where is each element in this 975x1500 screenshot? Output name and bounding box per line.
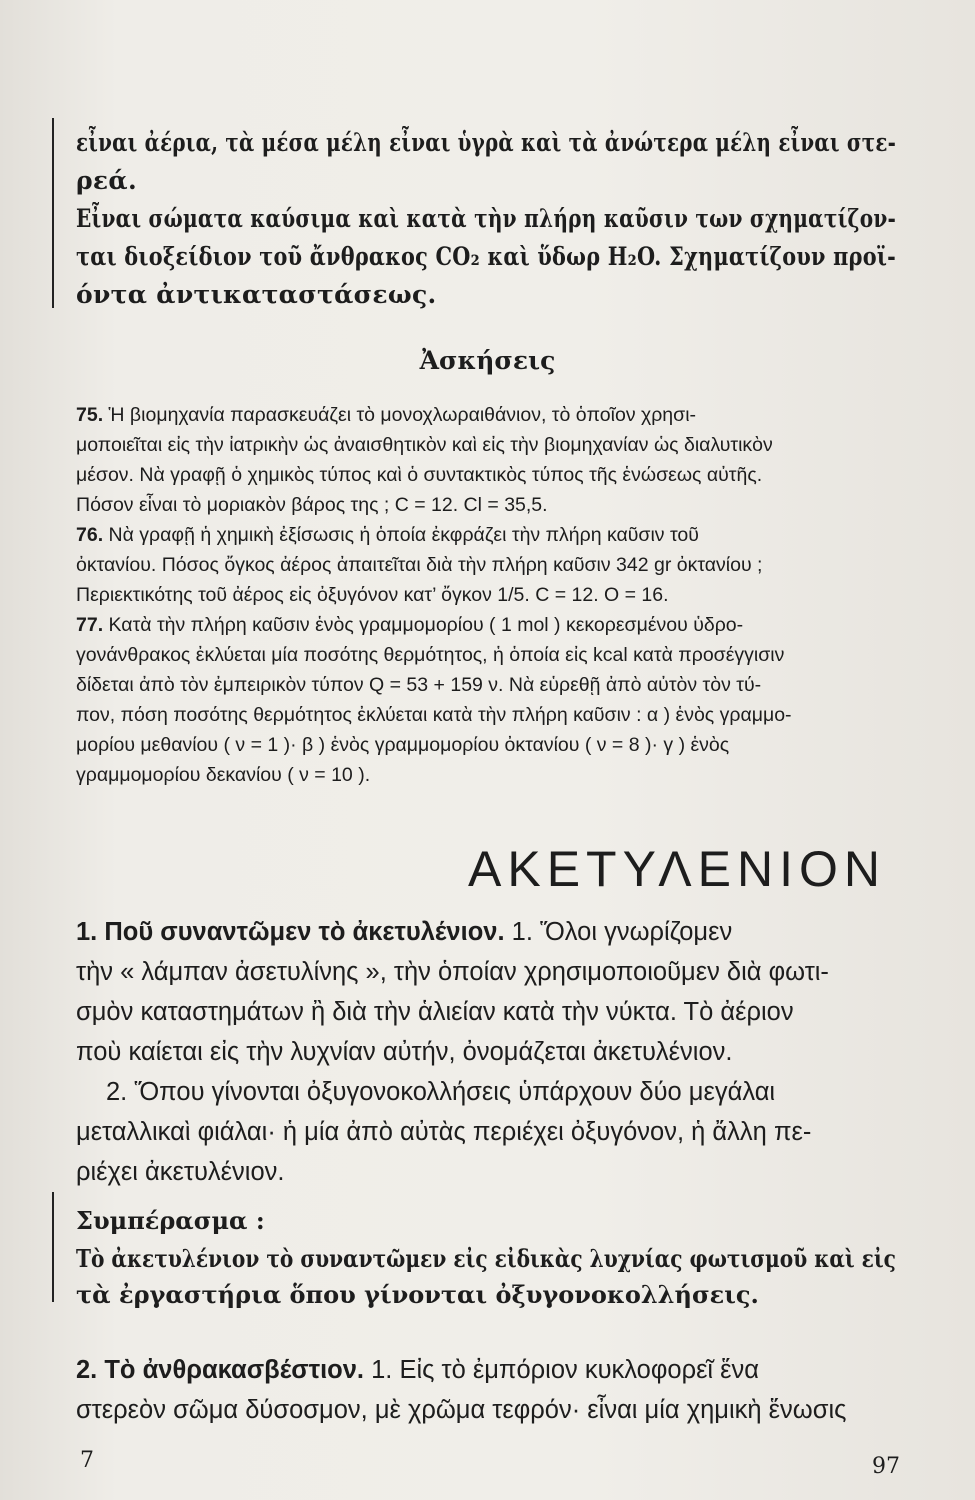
- section-1-line-7: ριέχει ἀκετυλένιον.: [76, 1158, 285, 1186]
- section-1-line-3: σμὸν καταστημάτων ἢ διὰ τὴν ἁλιείαν κατὰ τὴν νύκτα. Τὸ ἀέριον: [76, 998, 794, 1026]
- section-1-line-2: τὴν « λάμπαν ἀσετυλίνης », τὴν ὁποίαν χρησιμοποιοῦμεν διὰ φωτι-: [76, 958, 829, 986]
- exercise-77-line-1: Κατὰ τὴν πλήρη καῦσιν ἑνὸς γραμμομορίου ( 1 mol ) κεκορεσμένου ὑδρο-: [108, 614, 744, 636]
- exercise-77-line-6: γραμμομορίου δεκανίου ( ν = 10 ).: [76, 764, 371, 786]
- section-2-line-1-text: 1. Εἰς τὸ ἐμπόριον κυκλοφορεῖ ἕνα: [371, 1356, 760, 1384]
- intro-line-3: Εἶναι σώματα καύσιμα καὶ κατὰ τὴν πλήρη καῦσιν των σχηματίζον-: [76, 204, 897, 233]
- intro-line-1: εἶναι ἀέρια, τὰ μέσα μέλη εἶναι ὑγρὰ καὶ τὰ ἀνώτερα μέλη εἶναι στε-: [76, 128, 897, 157]
- signature-mark: 7: [80, 1448, 94, 1473]
- exercise-75-line-4: Πόσον εἶναι τὸ μοριακὸν βάρος της ; C = 12. Cl = 35,5.: [76, 494, 548, 516]
- exercise-77-line-4: πον, πόση ποσότης θερμότητος ἐκλύεται κατὰ τὴν πλήρη καῦσιν : α ) ἑνὸς γραμμο-: [76, 704, 792, 726]
- exercises-heading: Ἀσκήσεις: [419, 346, 556, 375]
- exercise-75-line-3: μέσον. Νὰ γραφῇ ὁ χημικὸς τύπος καὶ ὁ συντακτικὸς τύπος τῆς ἑνώσεως αὐτῆς.: [76, 464, 763, 486]
- section-1-line-6: μεταλλικαὶ φιάλαι· ἡ μία ἀπὸ αὐτὰς περιέχει ὀξυγόνον, ἡ ἄλλη πε-: [76, 1118, 812, 1146]
- section-1-line-1: [76, 918, 732, 947]
- exercise-76-number: 76.: [76, 524, 104, 546]
- exercise-76-line-3: Περιεκτικότης τοῦ ἀέρος εἰς ὀξυγόνον κατ’ ὄγκον 1/5. C = 12. O = 16.: [76, 584, 669, 606]
- exercise-77-line-2: γονάνθρακος ἐκλύεται μία ποσότης θερμότητος, ἡ ὁποία εἰς kcal κατὰ προσέγγισιν: [76, 644, 785, 666]
- chapter-title: ΑΚΕΤΥΛΕΝΙΟΝ: [468, 841, 886, 897]
- exercise-75-line-2: μοποιεῖται εἰς τὴν ἰατρικὴν ὡς ἀναισθητικὸν καὶ εἰς τὴν βιομηχανίαν ὡς διαλυτικὸν: [76, 434, 773, 456]
- page-number: 97: [872, 1454, 900, 1479]
- intro-line-4: ται διοξείδιον τοῦ ἄνθρακος CO₂ καὶ ὕδωρ H₂O. Σχηματίζουν προϊ-: [76, 242, 897, 271]
- exercise-75-line-1: Ἡ βιομηχανία παρασκευάζει τὸ μονοχλωραιθάνιον, τὸ ὁποῖον χρησι-: [108, 404, 697, 426]
- exercise-76-line-2: ὀκτανίου. Πόσος ὄγκος ἀέρος ἀπαιτεῖται διὰ τὴν πλήρη καῦσιν 342 gr ὀκτανίου ;: [76, 554, 763, 576]
- section-1-line-4: ποὺ καίεται εἰς τὴν λυχνίαν αὐτήν, ὀνομάζεται ἀκετυλένιον.: [76, 1038, 733, 1066]
- exercise-75-number: 75.: [76, 404, 104, 426]
- exercise-75: [76, 404, 696, 427]
- exercise-76-line-1: Νὰ γραφῇ ἡ χημικὴ ἐξίσωσις ἡ ὁποία ἐκφράζει τὴν πλήρη καῦσιν τοῦ: [108, 524, 699, 546]
- section-2-line-1: [76, 1356, 759, 1385]
- exercise-76: [76, 524, 699, 547]
- exercise-77-line-3: δίδεται ἀπὸ τὸν ἐμπειρικὸν τύπον Q = 53 + 159 ν. Νὰ εὑρεθῇ ἀπὸ αὐτὸν τὸν τύ-: [76, 674, 762, 696]
- exercise-77-number: 77.: [76, 614, 104, 636]
- exercise-77-line-5: μορίου μεθανίου ( ν = 1 )· β ) ἑνὸς γραμμομορίου ὀκτανίου ( ν = 8 )· γ ) ἑνὸς: [76, 734, 730, 756]
- section-1-line-5: 2. Ὅπου γίνονται ὀξυγονοκολλήσεις ὑπάρχουν δύο μεγάλαι: [106, 1078, 776, 1106]
- conclusion-label: Συμπέρασμα :: [76, 1206, 265, 1235]
- section-1-line-1-text: 1. Ὅλοι γνωρίζομεν: [511, 918, 733, 946]
- margin-bar-intro: [52, 118, 54, 308]
- section-2-line-2: στερεὸν σῶμα δύσοσμον, μὲ χρῶμα τεφρόν· εἶναι μία χημικὴ ἕνωσις: [76, 1396, 847, 1424]
- exercise-77: [76, 614, 743, 637]
- intro-line-2: ρεά.: [76, 166, 137, 195]
- intro-line-5: όντα ἀντικαταστάσεως.: [76, 280, 437, 309]
- section-1-heading: 1. Ποῦ συναντῶμεν τὸ ἀκετυλένιον.: [76, 918, 505, 946]
- conclusion-line-2: τὰ ἐργαστήρια ὅπου γίνονται ὀξυγονοκολλήσεις.: [76, 1280, 759, 1309]
- section-2-heading: 2. Τὸ ἀνθρακασβέστιον.: [76, 1356, 364, 1384]
- margin-bar-conclusion: [52, 1192, 54, 1302]
- conclusion-line-1: Τὸ ἀκετυλένιον τὸ συναντῶμεν εἰς εἰδικὰς λυχνίας φωτισμοῦ καὶ εἰς: [76, 1244, 896, 1273]
